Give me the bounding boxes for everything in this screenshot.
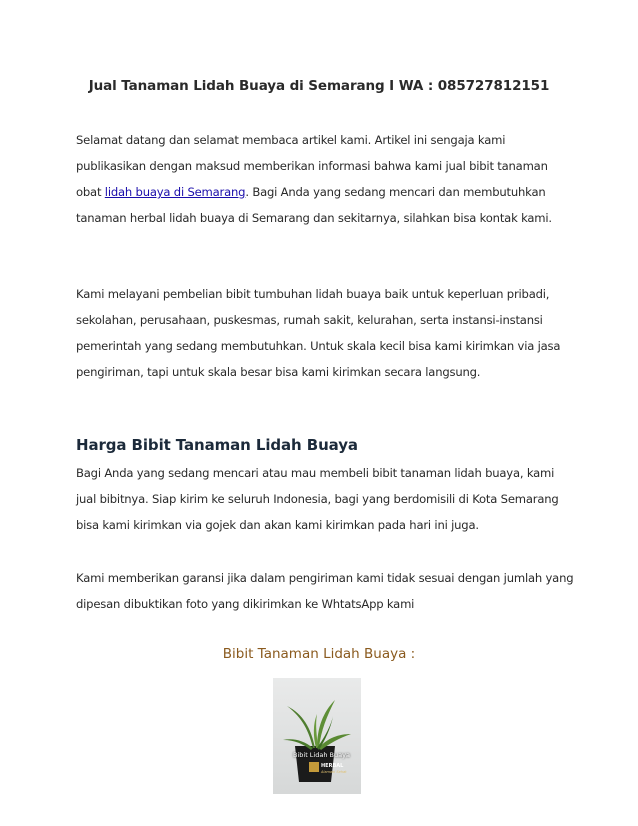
aloe-plant-illustration xyxy=(273,678,361,794)
aloe-seedling-photo xyxy=(273,678,361,794)
photo-brand: HERBAL xyxy=(321,763,344,769)
services-paragraph: Kami melayani pembelian bibit tumbuhan lidah buaya baik untuk keperluan pribadi, sekolahan, perusahaan, puskesmas, rumah sakit, kelurahan, serta instansi-instansi pemerintah yang sedang membutuhkan. Untuk skala kecil bisa kami kirimkan via jasa pengiriman, tapi untuk skala besar bisa kami kirimkan secara langsung. xyxy=(76,287,561,379)
intro-paragraph xyxy=(76,127,576,231)
intro-text-after-link: . Bagi Anda yang sedang mencari dan membutuhkan tanaman herbal lidah buaya di Semarang dan sekitarnya, silahkan bisa kontak kami. xyxy=(76,185,552,225)
price-paragraph: Bagi Anda yang sedang mencari atau mau membeli bibit tanaman lidah buaya, kami jual bibitnya. Siap kirim ke seluruh Indonesia, bagi yang berdomisili di Kota Semarang bisa kami kirimkan via gojek dan akan kami kirimkan pada hari ini juga. xyxy=(76,466,559,532)
intro-text-before-link: Selamat datang dan selamat membaca artikel kami. Artikel ini sengaja kami publikasikan dengan maksud memberikan informasi bahwa kami jual bibit tanaman obat xyxy=(76,133,548,199)
guarantee-paragraph: Kami memberikan garansi jika dalam pengiriman kami tidak sesuai dengan jumlah yang dipesan dibuktikan foto yang dikirimkan ke WhtatsApp kami xyxy=(76,571,574,611)
image-caption: Bibit Tanaman Lidah Buaya : xyxy=(222,646,416,662)
photo-label: Bibit Lidah Buaya xyxy=(293,751,350,759)
section-heading: Harga Bibit Tanaman Lidah Buaya xyxy=(76,436,358,454)
photo-brand-sub: Alamani Sehat xyxy=(321,770,347,774)
page-title: Jual Tanaman Lidah Buaya di Semarang I WA : 085727812151 xyxy=(88,78,550,94)
lidah-buaya-link[interactable]: lidah buaya di Semarang xyxy=(104,185,246,199)
